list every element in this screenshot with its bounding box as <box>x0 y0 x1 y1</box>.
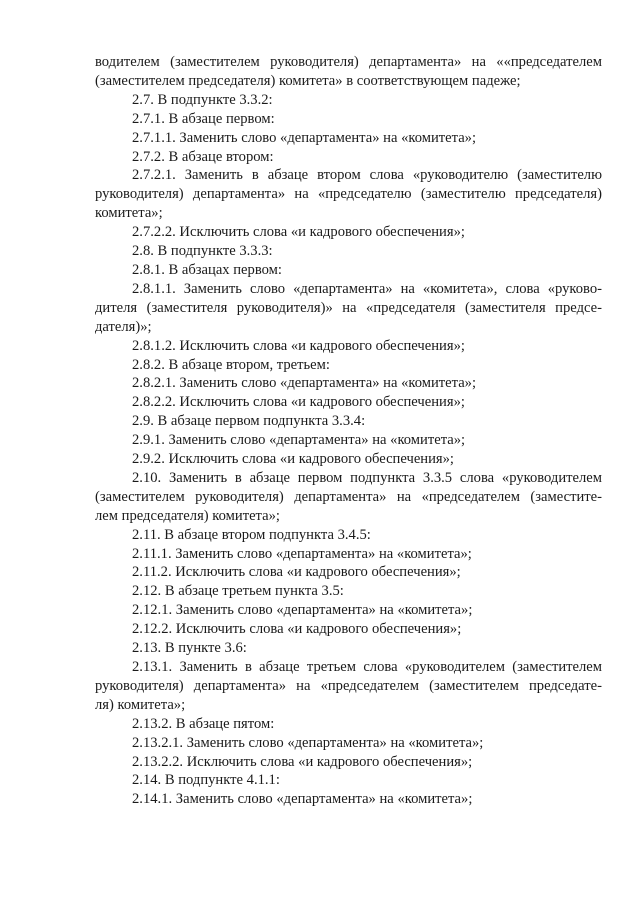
text-line: 2.8.1.2. Исключить слова «и кадрового обеспечения»; <box>132 337 465 354</box>
text-line: 2.9. В абзаце первом подпункта 3.3.4: <box>132 413 366 430</box>
text-line: 2.8.2. В абзаце втором, третьем: <box>132 356 330 373</box>
text-line: 2.9.1. Заменить слово «департамента» на «комитета»; <box>132 432 466 449</box>
document-body <box>95 53 602 809</box>
text-line: 2.12.1. Заменить слово «департамента» на «комитета»; <box>132 602 473 619</box>
text-line: 2.13.2. В абзаце пятом: <box>132 715 275 732</box>
text-line: 2.12. В абзаце третьем пункта 3.5: <box>132 583 344 600</box>
text-line: (заместителем руководителя) департамента» на «председателем (заместите- <box>95 488 602 505</box>
text-line: лем председателя) комитета»; <box>95 507 280 524</box>
text-line: 2.11.1. Заменить слово «департамента» на «комитета»; <box>132 545 472 562</box>
text-line: 2.8. В подпункте 3.3.3: <box>132 243 273 260</box>
text-line: 2.11. В абзаце втором подпункта 3.4.5: <box>132 526 371 543</box>
text-line: (заместителем председателя) комитета» в соответствующем падеже; <box>95 72 521 89</box>
text-line: 2.10. Заменить в абзаце первом подпункта 3.3.5 слова «руководителем <box>132 469 602 486</box>
text-line: 2.11.2. Исключить слова «и кадрового обеспечения»; <box>132 564 461 581</box>
text-line: 2.8.2.2. Исключить слова «и кадрового обеспечения»; <box>132 394 465 411</box>
text-line: 2.12.2. Исключить слова «и кадрового обеспечения»; <box>132 621 462 638</box>
text-line: комитета»; <box>95 205 163 222</box>
text-line: дателя)»; <box>95 318 152 335</box>
text-line: водителем (заместителем руководителя) департамента» на ««председателем <box>95 54 602 70</box>
text-line: 2.13.1. Заменить в абзаце третьем слова «руководителем (заместителем <box>132 659 602 675</box>
text-line: 2.7. В подпункте 3.3.2: <box>132 91 273 108</box>
text-line: руководителя) департамента» на «председателю (заместителю председателя) <box>95 186 602 203</box>
text-line: 2.7.2. В абзаце втором: <box>132 148 274 165</box>
text-line: 2.7.2.2. Исключить слова «и кадрового обеспечения»; <box>132 224 465 241</box>
text-line: ля) комитета»; <box>95 696 186 713</box>
text-line: 2.13.2.1. Заменить слово «департамента» на «комитета»; <box>132 734 484 751</box>
text-line: 2.8.1. В абзацах первом: <box>132 261 282 278</box>
text-line: 2.14.1. Заменить слово «департамента» на «комитета»; <box>132 791 473 808</box>
text-line: руководителя) департамента» на «председателем (заместителем председате- <box>95 677 602 694</box>
text-line: 2.13.2.2. Исключить слова «и кадрового обеспечения»; <box>132 753 473 770</box>
text-line: 2.7.1. В абзаце первом: <box>132 110 275 127</box>
text-line: дителя (заместителя руководителя)» на «председателя (заместителя предсе- <box>95 299 602 316</box>
text-line: 2.7.1.1. Заменить слово «департамента» на «комитета»; <box>132 129 477 146</box>
text-line: 2.13. В пункте 3.6: <box>132 640 247 657</box>
text-line: 2.8.1.1. Заменить слово «департамента» на «комитета», слова «руково- <box>132 280 602 297</box>
text-line: 2.7.2.1. Заменить в абзаце втором слова «руководителю (заместителю <box>132 167 602 184</box>
text-line: 2.14. В подпункте 4.1.1: <box>132 772 280 789</box>
text-line: 2.9.2. Исключить слова «и кадрового обеспечения»; <box>132 451 454 468</box>
text-line: 2.8.2.1. Заменить слово «департамента» на «комитета»; <box>132 375 477 392</box>
